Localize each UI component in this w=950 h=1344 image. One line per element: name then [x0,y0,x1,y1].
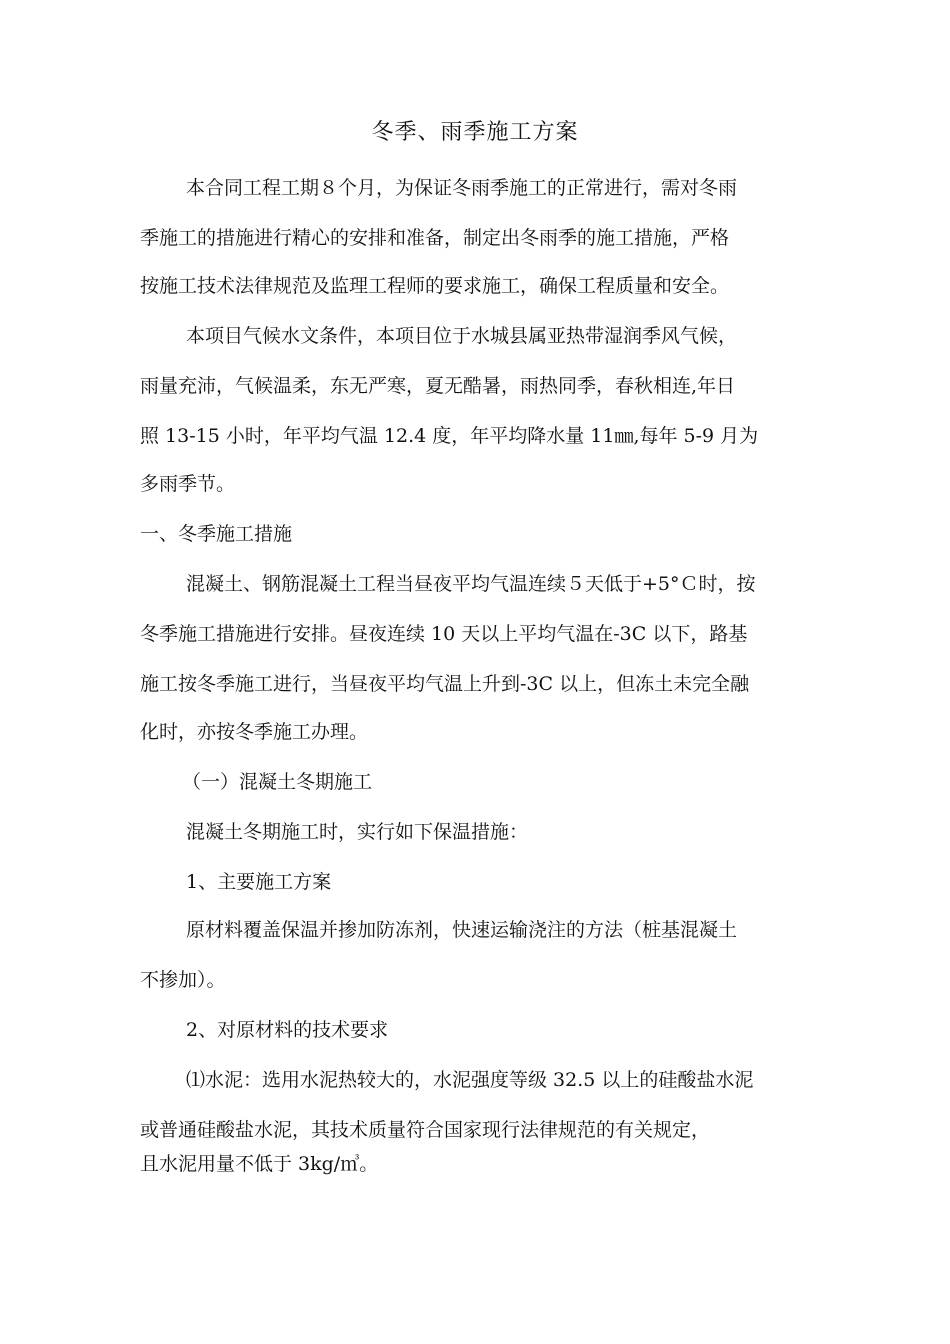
paragraph-line: 混凝土冬期施工时，实行如下保温措施： [186,821,529,843]
paragraph-line: 或普通硅酸盐水泥，其技术质量符合国家现行法律规范的有关规定， [140,1119,711,1141]
paragraph-line: 本项目气候水文条件，本项目位于水城县属亚热带湿润季风气候， [186,325,738,347]
subsection-heading: （一）混凝土冬期施工 [182,771,373,793]
paragraph-line: 冬季施工措施进行安排。昼夜连续 10 天以上平均气温在-3C 以下，路基 [140,623,748,645]
paragraph-line: ⑴水泥：选用水泥热较大的，水泥强度等级 32.5 以上的硅酸盐水泥 [186,1069,754,1091]
section-heading: 一、冬季施工措施 [140,523,293,545]
item-heading: 2、对原材料的技术要求 [186,1019,389,1041]
paragraph-line: 本合同工程工期８个月，为保证冬雨季施工的正常进行，需对冬雨 [186,177,738,199]
paragraph-line: 混凝土、钢筋混凝土工程当昼夜平均气温连续５天低于+5°Ｃ时，按 [186,573,756,595]
paragraph-line: 且水泥用量不低于 3kg/㎥。 [140,1153,379,1175]
paragraph-line: 不掺加）。 [140,969,226,991]
document-title: 冬季、雨季施工方案 [371,120,579,145]
paragraph-line: 照 13-15 小时，年平均气温 12.4 度，年平均降水量 11㎜,每年 5-9 月为 [140,425,759,447]
paragraph-line: 化时，亦按冬季施工办理。 [140,721,369,743]
paragraph-line: 按施工技术法律规范及监理工程师的要求施工，确保工程质量和安全。 [140,275,730,297]
item-heading: 1、主要施工方案 [186,871,332,893]
paragraph-line: 原材料覆盖保温并掺加防冻剂，快速运输浇注的方法（桩基混凝土 [186,919,738,941]
paragraph-line: 季施工的措施进行精心的安排和准备，制定出冬雨季的施工措施，严格 [140,227,730,249]
paragraph-line: 多雨季节。 [140,473,236,495]
paragraph-line: 施工按冬季施工进行，当昼夜平均气温上升到-3C 以上，但冻土未完全融 [140,673,750,695]
paragraph-line: 雨量充沛，气候温柔，东无严寒，夏无酷暑，雨热同季，春秋相连,年日 [140,375,736,397]
